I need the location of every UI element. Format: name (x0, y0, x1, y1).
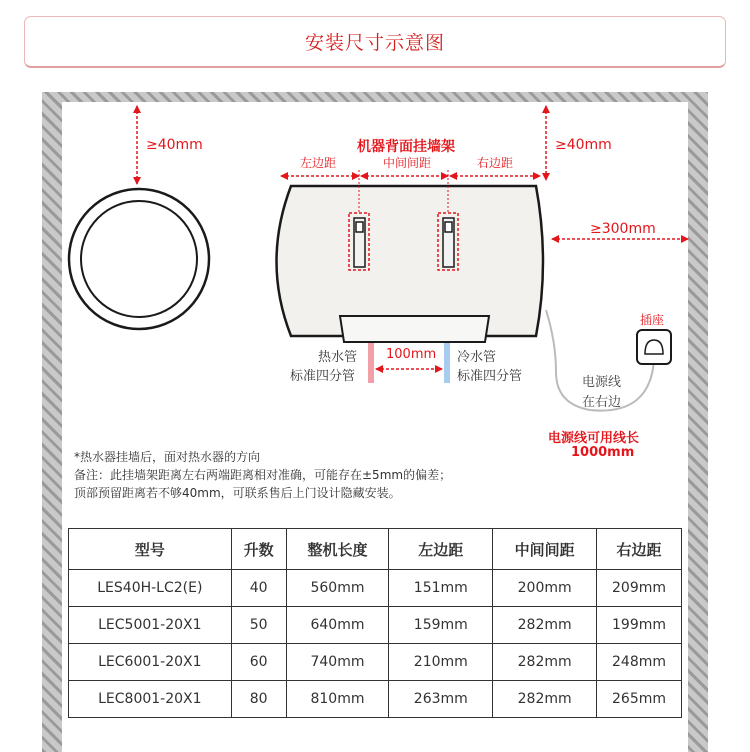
installation-notes (74, 448, 451, 502)
table-cell: LEC5001-20X1 (69, 607, 232, 644)
top-clearance-right-label: ≥40mm (555, 137, 612, 153)
cold-pipe-label: 冷水管 (457, 350, 497, 365)
cold-pipe (444, 343, 450, 383)
table-cell: 640mm (286, 607, 389, 644)
table-row (69, 570, 682, 607)
column-header: 型号 (69, 529, 232, 570)
middle-distance-label: 中间间距 (383, 156, 432, 170)
table-cell: 282mm (493, 681, 597, 718)
table-cell: 159mm (389, 607, 493, 644)
power-cord-label: 电源线 (582, 375, 622, 390)
heater-front-view (277, 186, 544, 342)
column-header: 左边距 (389, 529, 493, 570)
table-cell: 210mm (389, 644, 493, 681)
pipe-spacing-label: 100mm (386, 347, 437, 362)
top-clearance-left-label: ≥40mm (146, 137, 203, 153)
table-cell: 209mm (597, 570, 682, 607)
table-cell: 40 (231, 570, 286, 607)
column-header: 中间间距 (493, 529, 597, 570)
cord-length-label: 电源线可用线长 (548, 431, 640, 446)
table-row (69, 644, 682, 681)
hot-pipe-spec: 标准四分管 (290, 369, 356, 384)
side-clearance-label: ≥300mm (590, 221, 656, 237)
cold-pipe-spec: 标准四分管 (457, 369, 523, 384)
table-cell: 50 (231, 607, 286, 644)
table-cell: 60 (231, 644, 286, 681)
table-cell: 263mm (389, 681, 493, 718)
spec-table (68, 528, 682, 718)
note-line: *热水器挂墙后，面对热水器的方向 (74, 450, 261, 464)
power-cord-side-label: 在右边 (582, 395, 622, 410)
cord-length-value: 1000mm (571, 445, 635, 460)
table-header-row (69, 529, 682, 570)
table-row (69, 607, 682, 644)
socket-label: 插座 (640, 313, 665, 327)
heater-side-view (69, 189, 209, 329)
table-row (69, 681, 682, 718)
socket-icon (637, 330, 671, 364)
table-cell: LEC8001-20X1 (69, 681, 232, 718)
table-cell: 248mm (597, 644, 682, 681)
table-cell: 199mm (597, 607, 682, 644)
table-cell: 560mm (286, 570, 389, 607)
table-cell: LEC6001-20X1 (69, 644, 232, 681)
note-line: 备注：此挂墙架距离左右两端距离相对准确，可能存在±5mm的偏差； (74, 468, 452, 482)
table-cell: 80 (231, 681, 286, 718)
table-cell: 282mm (493, 607, 597, 644)
table-cell: 282mm (493, 644, 597, 681)
column-header: 右边距 (597, 529, 682, 570)
left-distance-label: 左边距 (300, 156, 337, 170)
hot-pipe (368, 343, 374, 383)
table-cell: 200mm (493, 570, 597, 607)
table-cell: LES40H-LC2(E) (69, 570, 232, 607)
table-cell: 810mm (286, 681, 389, 718)
bracket-title: 机器背面挂墙架 (357, 139, 455, 155)
page-title: 安装尺寸示意图 (304, 32, 445, 54)
column-header: 整机长度 (286, 529, 389, 570)
column-header: 升数 (231, 529, 286, 570)
table-cell: 740mm (286, 644, 389, 681)
table-cell: 151mm (389, 570, 493, 607)
right-distance-label: 右边距 (477, 156, 514, 170)
table-cell: 265mm (597, 681, 682, 718)
hot-pipe-label: 热水管 (318, 350, 358, 365)
note-line: 顶部预留距离若不够40mm，可联系售后上门设计隐藏安装。 (74, 486, 401, 500)
